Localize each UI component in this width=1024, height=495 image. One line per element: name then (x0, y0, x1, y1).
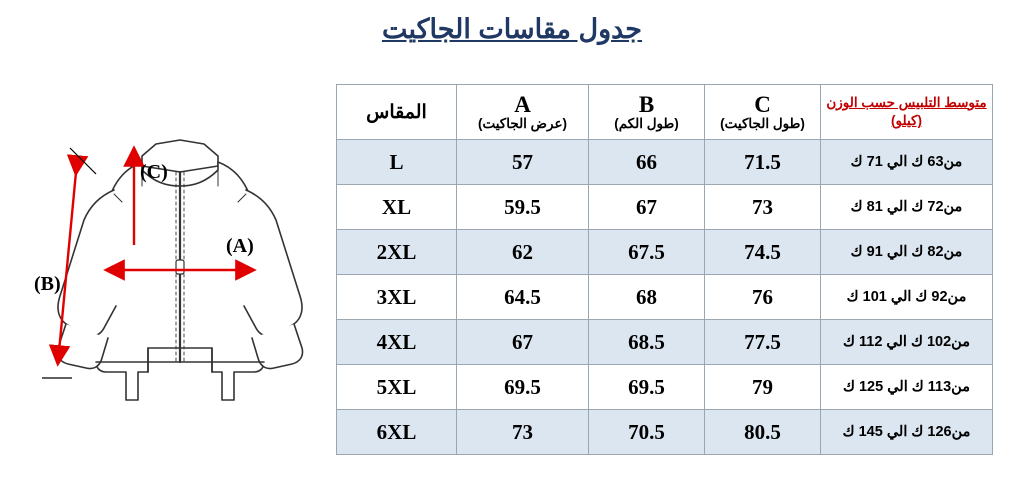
cell-c: 71.5 (705, 140, 821, 185)
cell-a: 59.5 (457, 185, 589, 230)
table-row (337, 275, 993, 320)
cell-b: 68 (589, 275, 705, 320)
cell-b: 67 (589, 185, 705, 230)
cell-c: 77.5 (705, 320, 821, 365)
header-size: المقاس (337, 85, 457, 140)
cell-size: L (337, 140, 457, 185)
cell-b: 66 (589, 140, 705, 185)
cell-weight: من113 ك الي 125 ك (821, 365, 993, 410)
cell-b: 69.5 (589, 365, 705, 410)
cell-b: 67.5 (589, 230, 705, 275)
cell-c: 74.5 (705, 230, 821, 275)
cell-a: 67 (457, 320, 589, 365)
cell-weight: من92 ك الي 101 ك (821, 275, 993, 320)
cell-weight: من102 ك الي 112 ك (821, 320, 993, 365)
page-title: جدول مقاسات الجاكيت (381, 14, 643, 44)
cell-c: 73 (705, 185, 821, 230)
cell-a: 73 (457, 410, 589, 455)
header-weight (821, 85, 993, 140)
size-chart-table (336, 84, 993, 455)
jacket-illustration (30, 110, 330, 440)
cell-c: 79 (705, 365, 821, 410)
header-c-letter: C (754, 91, 771, 117)
table-row (337, 320, 993, 365)
cell-size: 4XL (337, 320, 457, 365)
cell-size: 6XL (337, 410, 457, 455)
cell-b: 70.5 (589, 410, 705, 455)
cell-weight: من72 ك الي 81 ك (821, 185, 993, 230)
table-row (337, 185, 993, 230)
cell-weight: من82 ك الي 91 ك (821, 230, 993, 275)
jacket-diagram-svg (30, 110, 330, 440)
table-row (337, 410, 993, 455)
header-a-letter: A (514, 91, 531, 117)
cell-a: 62 (457, 230, 589, 275)
cell-weight: من126 ك الي 145 ك (821, 410, 993, 455)
label-a: (A) (226, 235, 254, 257)
header-b-sub: (طول الكم) (614, 116, 679, 132)
cell-c: 80.5 (705, 410, 821, 455)
table-header-row (337, 85, 993, 140)
header-b-letter: B (638, 91, 655, 117)
cell-size: 2XL (337, 230, 457, 275)
label-c: (C) (140, 161, 168, 183)
cell-a: 69.5 (457, 365, 589, 410)
cell-size: 5XL (337, 365, 457, 410)
cell-size: 3XL (337, 275, 457, 320)
cell-a: 64.5 (457, 275, 589, 320)
header-a-sub: (عرض الجاكيت) (477, 116, 567, 132)
label-b: (B) (34, 273, 61, 295)
cell-b: 68.5 (589, 320, 705, 365)
cell-weight: من63 ك الي 71 ك (821, 140, 993, 185)
table-row (337, 230, 993, 275)
header-c-sub: (طول الجاكيت) (720, 116, 805, 132)
header-c (705, 85, 821, 140)
cell-c: 76 (705, 275, 821, 320)
table-row (337, 140, 993, 185)
table-row (337, 365, 993, 410)
cell-size: XL (337, 185, 457, 230)
cell-a: 57 (457, 140, 589, 185)
table-body (337, 140, 993, 455)
header-b (589, 85, 705, 140)
header-weight-label: متوسط التلبيس حسب الوزن (كيلو) (826, 94, 987, 128)
size-chart-table-container (336, 84, 992, 455)
header-a (457, 85, 589, 140)
